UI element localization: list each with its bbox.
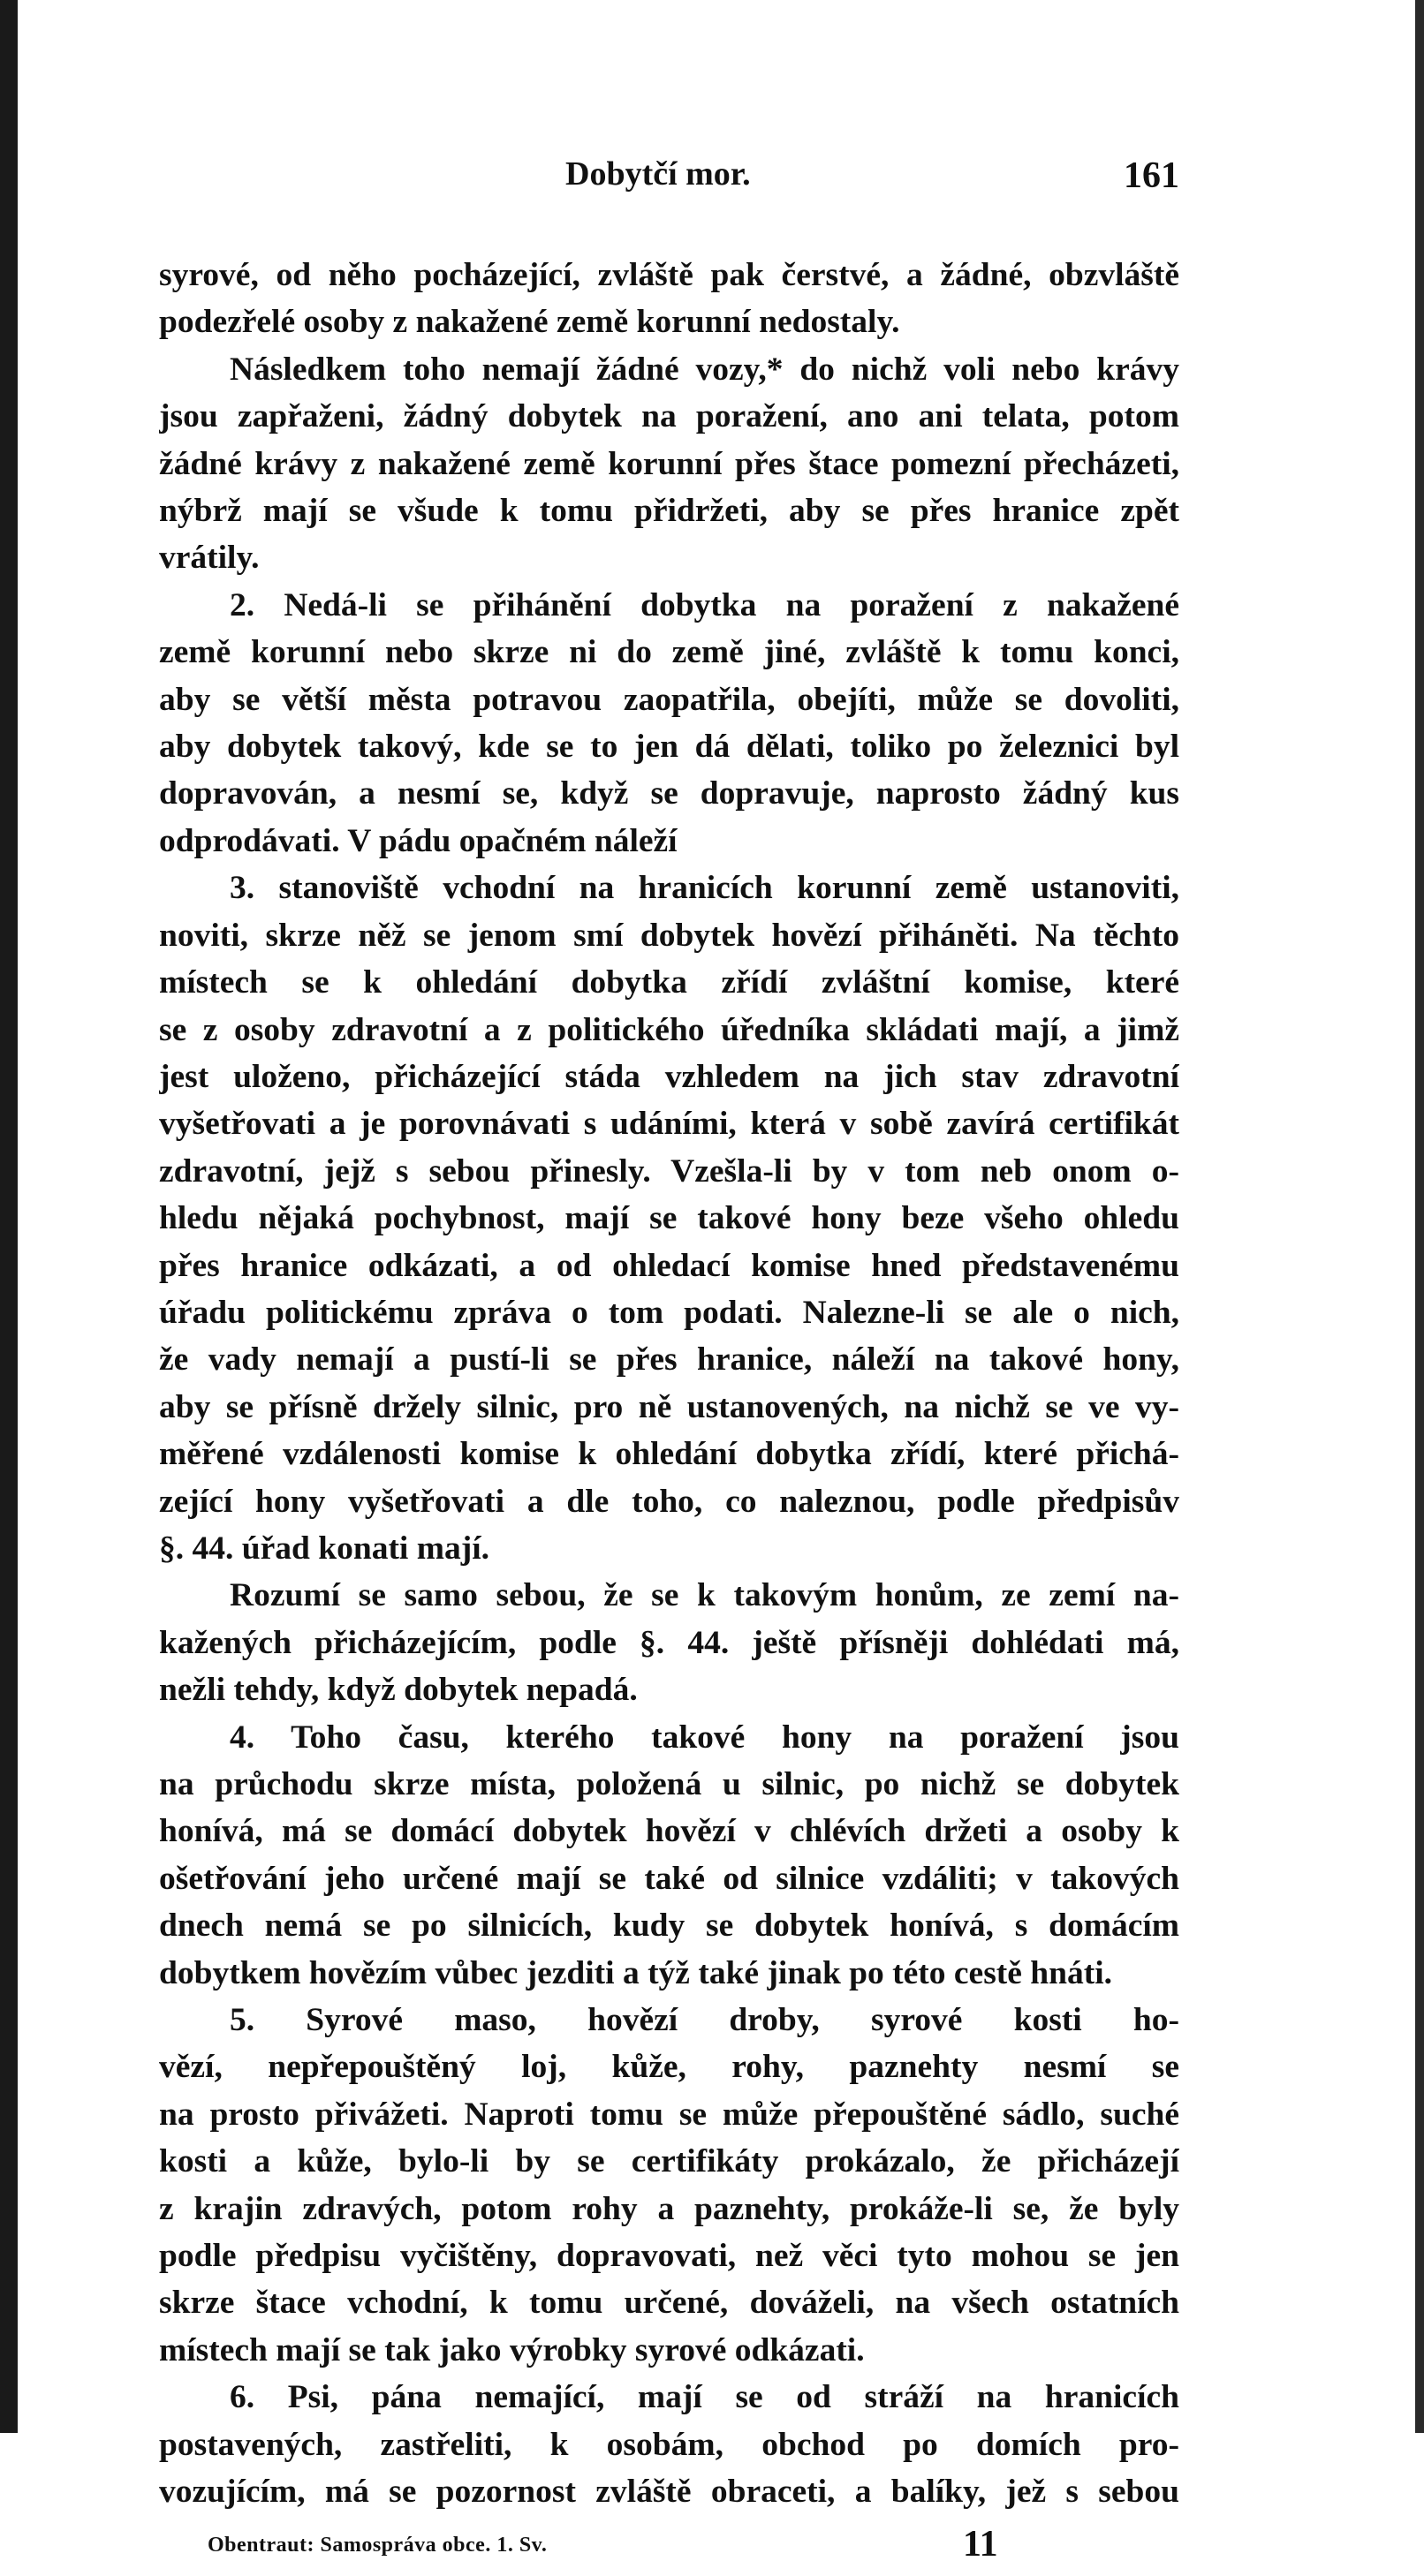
text-line: zející hony vyšetřovati a dle toho, co naleznou, podle předpisův [159, 1483, 1179, 1520]
text-line: skrze štace vchodní, k tomu určené, dováželi, na všech ostatních [159, 2285, 1179, 2322]
text-line: Rozumí se samo sebou, že se k takovým honům, ze zemí na- [230, 1577, 1179, 1614]
text-line: nežli tehdy, když dobytek nepadá. [159, 1672, 638, 1709]
text-line: hledu nějaká pochybnost, mají se takové hony beze všeho ohledu [159, 1200, 1179, 1237]
text-line: vyšetřovati a je porovnávati s udáními, která v sobě zavírá certifikát [159, 1106, 1179, 1143]
signature-number: 11 [963, 2523, 998, 2565]
text-line: noviti, skrze něž se jenom smí dobytek hovězí přiháněti. Na těchto [159, 917, 1179, 954]
text-line: syrové, od něho pocházející, zvláště pak čerstvé, a žádné, obzvláště [159, 257, 1179, 293]
text-line: vrátily. [159, 540, 260, 577]
text-line: vozujícím, má se pozornost zvláště obraceti, a balíky, jež s sebou [159, 2474, 1179, 2511]
text-line: jsou zapřaženi, žádný dobytek na poražení, ano ani telata, potom [159, 398, 1179, 435]
book-page [159, 155, 1179, 2576]
text-line: místech mají se tak jako výrobky syrové odkázati. [159, 2331, 865, 2368]
text-line: 6. Psi, pána nemající, mají se od stráží na hranicích [230, 2379, 1179, 2416]
text-line: na průchodu skrze místa, položená u silnic, po nichž se dobytek [159, 1766, 1179, 1802]
text-line: 2. Nedá-li se přihánění dobytka na poražení z nakažené [230, 586, 1179, 623]
text-line: 3. stanoviště vchodní na hranicích korunní země ustanoviti, [230, 870, 1179, 907]
text-line: 5. Syrové maso, hovězí droby, syrové kosti ho- [230, 2002, 1179, 2039]
page-number: 161 [1124, 155, 1179, 196]
text-line: z krajin zdravých, potom rohy a paznehty, prokáže-li se, že byly [159, 2190, 1179, 2227]
text-line: zdravotní, jejž s sebou přinesly. Vzešla-li by v tom neb onom o- [159, 1152, 1179, 1190]
text-line: aby se větší města potravou zaopatřila, obejíti, může se dovoliti, [159, 681, 1179, 718]
scan-edge-left [0, 0, 18, 2433]
scan-edge-right [1415, 0, 1424, 2433]
text-line: nýbrž mají se všude k tomu přidržeti, aby se přes hranice zpět [159, 493, 1179, 530]
text-line: dopravován, a nesmí se, když se dopravuje, naprosto žádný kus [159, 775, 1179, 812]
text-line: dnech nemá se po silnicích, kudy se dobytek honívá, s domácím [159, 1907, 1179, 1945]
text-line: místech se k ohledání dobytka zřídí zvláštní komise, které [159, 964, 1179, 1001]
text-line: honívá, má se domácí dobytek hovězí v chlévích držeti a osoby k [159, 1813, 1179, 1850]
text-line: odprodávati. V pádu opačném náleží [159, 822, 678, 859]
text-line: kosti a kůže, bylo-li by se certifikáty prokázalo, že přicházejí [159, 2143, 1179, 2180]
text-line: postavených, zastřeliti, k osobám, obchod po domích pro- [159, 2426, 1179, 2463]
text-line: že vady nemají a pustí-li se přes hranice, náleží na takové hony, [159, 1341, 1179, 1379]
text-line: přes hranice odkázati, a od ohledací komise hned představenému [159, 1247, 1179, 1284]
printer-signature: Obentraut: Samospráva obce. 1. Sv. [208, 2533, 548, 2557]
text-line: §. 44. úřad konati mají. [159, 1530, 489, 1567]
text-line: ošetřování jeho určené mají se také od silnice vzdáliti; v takových [159, 1860, 1179, 1897]
text-line: dobytkem hovězím vůbec jezditi a týž také jinak po této cestě hnáti. [159, 1954, 1113, 1991]
running-title: Dobytčí mor. [565, 155, 751, 193]
text-line: aby se přísně držely silnic, pro ně ustanovených, na nichž se ve vy- [159, 1388, 1179, 1425]
text-line: podle předpisu vyčištěny, dopravovati, než věci tyto mohou se jen [159, 2238, 1179, 2275]
text-line: aby dobytek takový, kde se to jen dá dělati, toliko po železnici byl [159, 729, 1179, 766]
text-line: 4. Toho času, kterého takové hony na poražení jsou [230, 1719, 1179, 1756]
text-line: Následkem toho nemají žádné vozy,* do nichž voli nebo krávy [230, 351, 1179, 388]
text-line: se z osoby zdravotní a z politického úředníka skládati mají, a jimž [159, 1011, 1179, 1048]
text-line: vězí, nepřepouštěný loj, kůže, rohy, paznehty nesmí se [159, 2049, 1179, 2086]
text-line: úřadu politickému zpráva o tom podati. Nalezne-li se ale o nich, [159, 1294, 1179, 1331]
text-line: podezřelé osoby z nakažené země korunní nedostaly. [159, 304, 900, 341]
text-line: kažených přicházejícím, podle §. 44. ještě přísněji dohlédati má, [159, 1624, 1179, 1661]
body-text [159, 252, 1179, 2516]
running-header [159, 155, 1179, 208]
text-line: jest uloženo, přicházející stáda vzhledem na jich stav zdravotní [159, 1058, 1179, 1095]
text-line: měřené vzdálenosti komise k ohledání dobytka zřídí, které přichá- [159, 1436, 1179, 1473]
text-line: žádné krávy z nakažené země korunní přes štace pomezní přecházeti, [159, 445, 1179, 482]
page-footer [159, 2523, 1179, 2576]
text-line: země korunní nebo skrze ni do země jiné, zvláště k tomu konci, [159, 634, 1179, 671]
text-line: na prosto přivážeti. Naproti tomu se může přepouštěné sádlo, suché [159, 2096, 1179, 2133]
